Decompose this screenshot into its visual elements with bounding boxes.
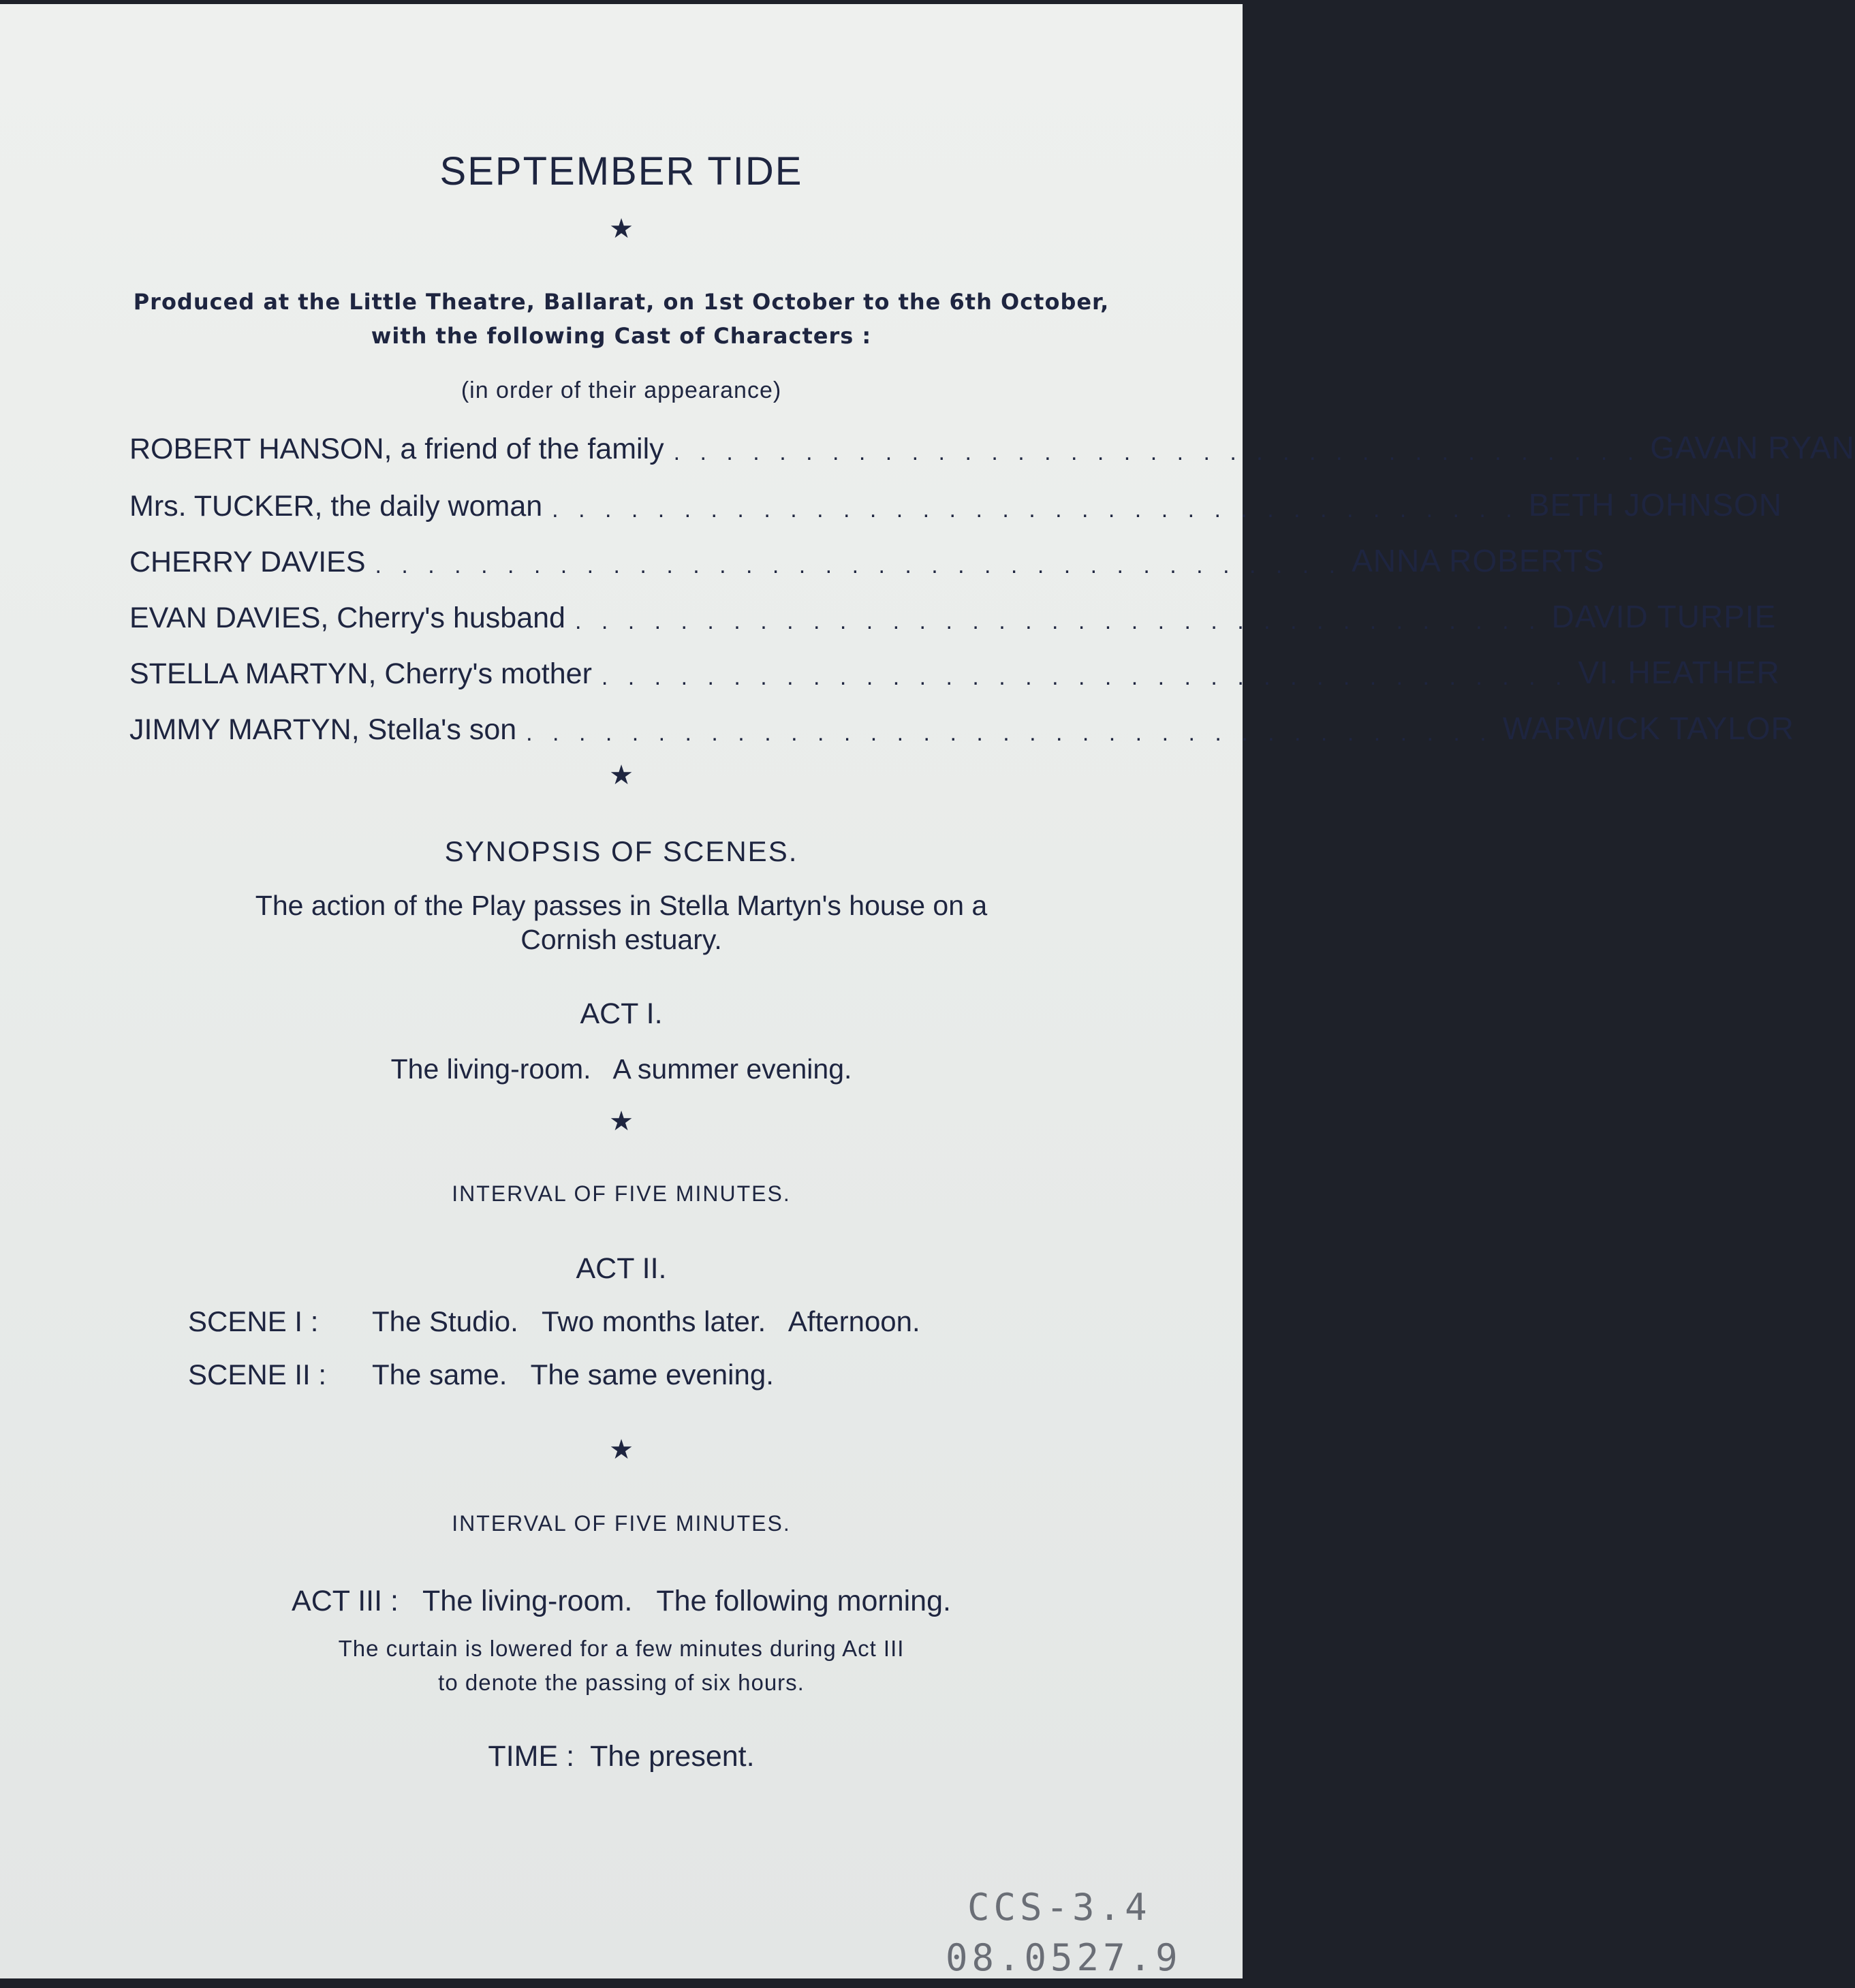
star-icon: ★ bbox=[609, 760, 634, 790]
order-note: (in order of their appearance) bbox=[461, 377, 782, 403]
production-line-2: with the following Cast of Characters : bbox=[371, 323, 872, 349]
cast-role: EVAN DAVIES, Cherry's husband bbox=[129, 602, 565, 634]
scene-1-text: The Studio. Two months later. Afternoon. bbox=[372, 1305, 920, 1337]
act-3-line: ACT III : The living-room. The following morning. bbox=[292, 1585, 951, 1617]
scene-2-row bbox=[188, 1358, 774, 1391]
cast-actor: ANNA ROBERTS bbox=[1352, 543, 1605, 578]
cast-actor: GAVAN RYAN bbox=[1650, 430, 1855, 465]
act-2-label: ACT II. bbox=[576, 1252, 667, 1285]
production-line-1: Produced at the Little Theatre, Ballarat, on 1st October to the 6th October, bbox=[133, 289, 1110, 315]
scene-2-label: SCENE II : bbox=[188, 1358, 327, 1391]
act-3-note-2: to denote the passing of six hours. bbox=[438, 1670, 805, 1695]
scene-2-text: The same. The same evening. bbox=[372, 1358, 774, 1391]
programme-page bbox=[0, 4, 1855, 1979]
synopsis-heading: SYNOPSIS OF SCENES. bbox=[444, 835, 798, 867]
leader-dots: . . . . . . . . . . . . . . . . . . . . . . . . . . . . . . . . . . . . . bbox=[375, 553, 1343, 578]
cast-role: ROBERT HANSON, a friend of the family bbox=[129, 433, 664, 465]
star-icon: ★ bbox=[609, 214, 634, 244]
cast-role: CHERRY DAVIES bbox=[129, 546, 366, 578]
cast-row bbox=[129, 703, 1794, 747]
scene-1-row bbox=[188, 1305, 920, 1338]
cast-role: STELLA MARTYN, Cherry's mother bbox=[129, 657, 592, 690]
act-3-note-1: The curtain is lowered for a few minutes during Act III bbox=[338, 1636, 905, 1661]
star-icon: ★ bbox=[609, 1106, 634, 1136]
cast-row bbox=[129, 591, 1777, 635]
leader-dots: . . . . . . . . . . . . . . . . . . . . . . . . . . . . . . . . . . . . . bbox=[552, 497, 1519, 523]
leader-dots: . . . . . . . . . . . . . . . . . . . . . . . . . . . . . . . . . . . . . bbox=[673, 439, 1641, 465]
play-title: SEPTEMBER TIDE bbox=[439, 149, 803, 193]
cast-actor: DAVID TURPIE bbox=[1551, 599, 1777, 634]
leader-dots: . . . . . . . . . . . . . . . . . . . . . . . . . . . . . . . . . . . . . bbox=[526, 720, 1493, 746]
synopsis-line-2: Cornish estuary. bbox=[520, 924, 722, 955]
cast-role: Mrs. TUCKER, the daily woman bbox=[129, 490, 543, 523]
act-1-description: The living-room. A summer evening. bbox=[390, 1053, 852, 1085]
scene-1-label: SCENE I : bbox=[188, 1305, 319, 1337]
star-icon: ★ bbox=[609, 1435, 634, 1465]
cast-role: JIMMY MARTYN, Stella's son bbox=[129, 713, 517, 746]
cast-row bbox=[129, 647, 1780, 691]
cast-row bbox=[129, 480, 1783, 523]
act-1-label: ACT I. bbox=[580, 997, 663, 1030]
synopsis-line-1: The action of the Play passes in Stella Martyn's house on a bbox=[255, 890, 988, 921]
leader-dots: . . . . . . . . . . . . . . . . . . . . . . . . . . . . . . . . . . . . . bbox=[574, 608, 1542, 634]
interval-2: INTERVAL OF FIVE MINUTES. bbox=[452, 1511, 791, 1536]
cast-row bbox=[129, 535, 1605, 579]
handwritten-catalogue-line-2: 08.0527.9 bbox=[946, 1936, 1182, 1979]
cast-actor: WARWICK TAYLOR bbox=[1502, 711, 1794, 746]
time-line: TIME : The present. bbox=[488, 1740, 755, 1773]
cast-actor: BETH JOHNSON bbox=[1528, 487, 1783, 523]
leader-dots: . . . . . . . . . . . . . . . . . . . . . . . . . . . . . . . . . . . . . bbox=[601, 664, 1569, 690]
cast-row bbox=[129, 422, 1855, 466]
cast-actor: VI. HEATHER bbox=[1578, 655, 1780, 690]
handwritten-catalogue-line-1: CCS-3.4 bbox=[967, 1886, 1151, 1929]
interval-1: INTERVAL OF FIVE MINUTES. bbox=[452, 1181, 791, 1206]
